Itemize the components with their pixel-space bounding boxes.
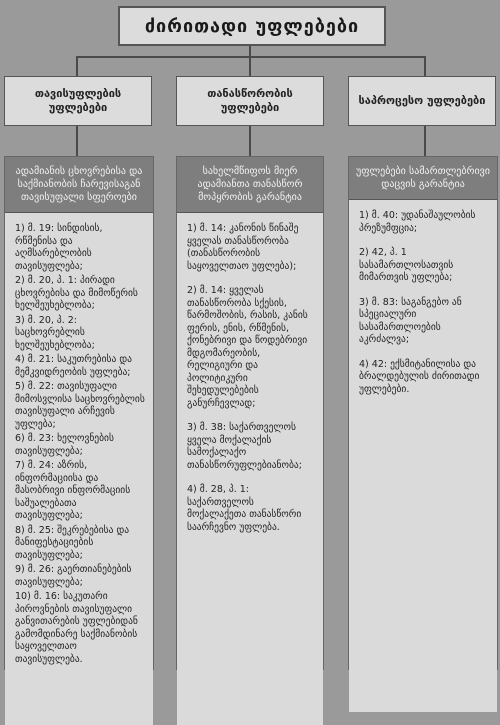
connector-right-column [424,124,426,156]
diagram-title: ძირითადი უფლებები [118,6,386,46]
connector-right-drop [424,56,426,76]
column-freedom-rights [4,156,154,670]
heading-freedom-rights: თავისუფლების უფლებები [4,76,152,126]
list-procedural-rights [349,200,497,712]
connector-mid-drop [249,56,251,76]
list-item: 2) 42, პ. 1 სასამართლოსათვის მიმართვის უფლება; [359,247,454,283]
list-item: 1) მ. 19: სინდისის, რწმენისა და აღმსარებლობის თავისუფლება; [15,223,103,272]
list-item: 4) მ. 21: საკუთრებისა და მემკვიდრეობის უფლება; [15,354,132,378]
connector-mid-column [249,124,251,156]
column-procedural-rights [348,156,498,670]
list-item: 4) მ. 28, პ. 1: საქართველოს მოქალაქეთა თანასწორი საარჩევნო უფლება. [187,484,302,533]
list-item: 1) მ. 14: კანონის წინაშე ყველას თანასწორობა (თანასწორობის საყოველთაო უფლება); [187,223,299,272]
list-item: 7) მ. 24: აზრის, ინფორმაციისა და მასობრივი ინფორმაციის საშუალებათა თავისუფლება; [15,460,131,521]
subheading-equality-rights: სახელმწიფოს მიერ ადამიანთა თანასწორ მოპყრობის გარანტია [177,157,323,213]
connector-left-column [76,124,78,156]
list-item: 3) მ. 83: საგანგებო ან სპეციალური სასამართლოების აკრძალვა; [359,296,462,345]
list-item: 2) მ. 14: ყველას თანასწორობა სქესის, წარმოშობის, რასის, კანის ფერის, ენის, რწმენის, ქონებრივი და წოდებრივი მდგომარეობის, რელიგიური და პოლიტიკური შეხედულებების განურჩევლად; [187,285,308,409]
list-item: 9) მ. 26: გაერთიანებების თავისუფლება; [15,564,132,588]
list-item: 2) მ. 20, პ. 1: პირადი ცხოვრებისა და მიმოწერის ხელშეუხებლობა; [15,275,138,311]
list-freedom-rights [5,213,153,725]
list-item: 10) მ. 16: საკუთარი პიროვნების თავისუფალი განვითარების უფლებიდან გამომდინარე საქმიანობის საყოველთაო თავისუფლება. [15,591,138,665]
list-item: 1) მ. 40: უდანაშაულობის პრეზუმფცია; [359,210,476,234]
column-equality-rights [176,156,324,670]
list-item: 6) მ. 23: ხელოვნების თავისუფლება; [15,433,114,457]
heading-procedural-rights: საპროცესო უფლებები [348,76,496,126]
list-item: 5) მ. 22: თავისუფალი მიმოსვლისა საცხოვრებლის თავისუფალი არჩევის უფლება; [15,381,145,430]
list-item: 8) მ. 25: შეკრებებისა და მანიფესტაციების თავისუფლება; [15,524,130,561]
heading-equality-rights: თანასწორობის უფლებები [176,76,324,126]
list-item: 3) მ. 20, პ. 2: საცხოვრებლის ხელშეუხებლობა; [15,314,95,351]
subheading-freedom-rights: ადამიანის ცხოვრებისა და საქმიანობის ჩარევისაგან თავისუფალი სფეროები [5,157,153,213]
list-item: 3) მ. 38: საქართველოს ყველა მოქალაქის სამოქალაქო თანასწორუფლებიანობა; [187,422,302,471]
connector-horizontal [76,56,426,58]
list-item: 4) 42: ექსმიტანილისა და ბრალდებულის ძირითადი უფლებები. [359,358,480,395]
list-equality-rights [177,213,323,725]
connector-left-drop [76,56,78,76]
subheading-procedural-rights: უფლებები სამართლებრივი დაცვის გარანტია [349,157,497,200]
